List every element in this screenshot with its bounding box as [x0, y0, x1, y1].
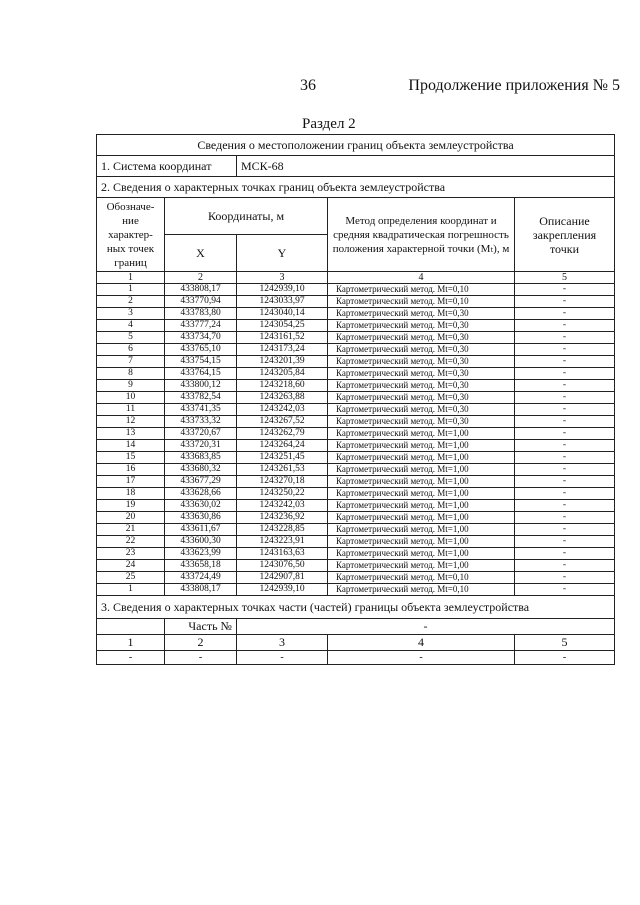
y-coordinate-cell: 1243251,45	[237, 452, 328, 464]
col-desc-header: Описание закрепления точки	[515, 198, 615, 272]
x-coordinate-cell: 433720,67	[165, 428, 237, 440]
description-cell: -	[515, 404, 615, 416]
description-cell: -	[515, 416, 615, 428]
x-coordinate-cell: 433724,49	[165, 572, 237, 584]
description-cell: -	[515, 500, 615, 512]
method-cell: Картометрический метод. Mt=1,00	[328, 548, 515, 560]
x-coordinate-cell: 433734,70	[165, 332, 237, 344]
method-cell: Картометрический метод. Mt=1,00	[328, 428, 515, 440]
part-data-cell: -	[237, 651, 328, 665]
description-cell: -	[515, 548, 615, 560]
x-coordinate-cell: 433677,29	[165, 476, 237, 488]
y-coordinate-cell: 1243228,85	[237, 524, 328, 536]
table-row	[97, 560, 615, 572]
column-number: 2	[165, 272, 237, 284]
point-cell: 1	[97, 284, 165, 296]
method-cell: Картометрический метод. Mt=1,00	[328, 476, 515, 488]
y-coordinate-cell: 1243205,84	[237, 368, 328, 380]
column-number: 4	[328, 272, 515, 284]
y-coordinate-cell: 1242907,81	[237, 572, 328, 584]
point-cell: 23	[97, 548, 165, 560]
description-cell: -	[515, 392, 615, 404]
point-cell: 16	[97, 464, 165, 476]
y-coordinate-cell: 1243236,92	[237, 512, 328, 524]
x-coordinate-cell: 433623,99	[165, 548, 237, 560]
method-cell: Картометрический метод. Mt=0,30	[328, 416, 515, 428]
point-cell: 4	[97, 320, 165, 332]
description-cell: -	[515, 368, 615, 380]
method-cell: Картометрический метод. Mt=1,00	[328, 500, 515, 512]
point-cell: 19	[97, 500, 165, 512]
part-label: Часть №	[165, 619, 237, 635]
method-cell: Картометрический метод. Mt=0,30	[328, 344, 515, 356]
table-row	[97, 332, 615, 344]
table-row	[97, 548, 615, 560]
table-row	[97, 368, 615, 380]
section3-row	[97, 596, 615, 619]
x-coordinate-cell: 433765,10	[165, 344, 237, 356]
point-cell: 7	[97, 356, 165, 368]
method-cell: Картометрический метод. Mt=0,30	[328, 308, 515, 320]
y-coordinate-cell: 1243261,53	[237, 464, 328, 476]
table-row	[97, 392, 615, 404]
method-cell: Картометрический метод. Mt=1,00	[328, 488, 515, 500]
part-number-row	[97, 619, 615, 635]
method-cell: Картометрический метод. Mt=1,00	[328, 524, 515, 536]
method-cell: Картометрический метод. Mt=1,00	[328, 452, 515, 464]
part-data-row	[97, 651, 615, 665]
point-cell: 14	[97, 440, 165, 452]
col-method-header: Метод определения координат и средняя квадратическая погрешность положения характерной точки (Mₜ), м	[328, 198, 515, 272]
y-coordinate-cell: 1243250,22	[237, 488, 328, 500]
part-column-number: 4	[328, 635, 515, 651]
coordinate-system-value: МСК-68	[237, 156, 615, 177]
point-cell: 24	[97, 560, 165, 572]
method-cell: Картометрический метод. Mt=0,30	[328, 332, 515, 344]
table-row	[97, 500, 615, 512]
description-cell: -	[515, 476, 615, 488]
table-row	[97, 440, 615, 452]
col-point-header: Обозначе-ние характер-ных точек границ	[97, 198, 165, 272]
part-empty-cell	[97, 619, 165, 635]
method-cell: Картометрический метод. Mt=0,30	[328, 368, 515, 380]
col-x-header: X	[165, 235, 237, 272]
x-coordinate-cell: 433782,54	[165, 392, 237, 404]
part-data-cell: -	[97, 651, 165, 665]
y-coordinate-cell: 1243040,14	[237, 308, 328, 320]
x-coordinate-cell: 433720,31	[165, 440, 237, 452]
table-row	[97, 488, 615, 500]
table-row	[97, 524, 615, 536]
col-coords-header: Координаты, м	[165, 198, 328, 235]
y-coordinate-cell: 1243270,18	[237, 476, 328, 488]
table-row	[97, 572, 615, 584]
part-value: -	[237, 619, 615, 635]
description-cell: -	[515, 536, 615, 548]
table-row	[97, 536, 615, 548]
method-cell: Картометрический метод. Mt=0,10	[328, 296, 515, 308]
part-data-cell: -	[515, 651, 615, 665]
table-row	[97, 296, 615, 308]
table-row	[97, 476, 615, 488]
table-row	[97, 380, 615, 392]
point-cell: 15	[97, 452, 165, 464]
x-coordinate-cell: 433770,94	[165, 296, 237, 308]
method-cell: Картометрический метод. Mt=1,00	[328, 512, 515, 524]
x-coordinate-cell: 433628,66	[165, 488, 237, 500]
description-cell: -	[515, 380, 615, 392]
method-cell: Картометрический метод. Mt=0,30	[328, 380, 515, 392]
part-column-number: 1	[97, 635, 165, 651]
column-numbers-row	[97, 272, 615, 284]
x-coordinate-cell: 433630,86	[165, 512, 237, 524]
section-title: Раздел 2	[302, 116, 356, 132]
method-cell: Картометрический метод. Mt=1,00	[328, 536, 515, 548]
table-row	[97, 584, 615, 596]
y-coordinate-cell: 1243161,52	[237, 332, 328, 344]
point-cell: 13	[97, 428, 165, 440]
y-coordinate-cell: 1243263,88	[237, 392, 328, 404]
y-coordinate-cell: 1243218,60	[237, 380, 328, 392]
point-cell: 6	[97, 344, 165, 356]
x-coordinate-cell: 433630,02	[165, 500, 237, 512]
column-number: 3	[237, 272, 328, 284]
y-coordinate-cell: 1243223,91	[237, 536, 328, 548]
coordinate-system-label: 1. Система координат	[97, 156, 237, 177]
point-cell: 22	[97, 536, 165, 548]
x-coordinate-cell: 433754,15	[165, 356, 237, 368]
table-row	[97, 320, 615, 332]
coordinate-system-row	[97, 156, 615, 177]
x-coordinate-cell: 433800,12	[165, 380, 237, 392]
x-coordinate-cell: 433683,85	[165, 452, 237, 464]
page-number: 36	[300, 77, 316, 94]
boundary-table	[96, 134, 615, 665]
method-cell: Картометрический метод. Mt=0,10	[328, 284, 515, 296]
column-header-row	[97, 198, 615, 235]
description-cell: -	[515, 584, 615, 596]
description-cell: -	[515, 440, 615, 452]
description-cell: -	[515, 572, 615, 584]
section3-title: 3. Сведения о характерных точках части (частей) границы объекта землеустройства	[97, 596, 615, 619]
x-coordinate-cell: 433600,30	[165, 536, 237, 548]
x-coordinate-cell: 433611,67	[165, 524, 237, 536]
x-coordinate-cell: 433741,35	[165, 404, 237, 416]
point-cell: 2	[97, 296, 165, 308]
y-coordinate-cell: 1242939,10	[237, 584, 328, 596]
point-cell: 18	[97, 488, 165, 500]
method-cell: Картометрический метод. Mt=1,00	[328, 464, 515, 476]
x-coordinate-cell: 433783,80	[165, 308, 237, 320]
part-column-numbers-row	[97, 635, 615, 651]
table-row	[97, 284, 615, 296]
col-y-header: Y	[237, 235, 328, 272]
description-cell: -	[515, 452, 615, 464]
table-row	[97, 404, 615, 416]
point-cell: 20	[97, 512, 165, 524]
description-cell: -	[515, 308, 615, 320]
y-coordinate-cell: 1243173,24	[237, 344, 328, 356]
table-title: Сведения о местоположении границ объекта землеустройства	[97, 135, 615, 156]
y-coordinate-cell: 1243201,39	[237, 356, 328, 368]
table-row	[97, 512, 615, 524]
description-cell: -	[515, 512, 615, 524]
y-coordinate-cell: 1243264,24	[237, 440, 328, 452]
description-cell: -	[515, 284, 615, 296]
section2-title: 2. Сведения о характерных точках границ объекта землеустройства	[97, 177, 615, 198]
point-cell: 25	[97, 572, 165, 584]
table-row	[97, 416, 615, 428]
description-cell: -	[515, 428, 615, 440]
table-row	[97, 452, 615, 464]
x-coordinate-cell: 433808,17	[165, 284, 237, 296]
part-data-cell: -	[328, 651, 515, 665]
method-cell: Картометрический метод. Mt=1,00	[328, 440, 515, 452]
y-coordinate-cell: 1243076,50	[237, 560, 328, 572]
method-cell: Картометрический метод. Mt=0,10	[328, 584, 515, 596]
point-cell: 3	[97, 308, 165, 320]
y-coordinate-cell: 1243054,25	[237, 320, 328, 332]
description-cell: -	[515, 320, 615, 332]
point-cell: 5	[97, 332, 165, 344]
method-cell: Картометрический метод. Mt=0,30	[328, 356, 515, 368]
column-number: 5	[515, 272, 615, 284]
description-cell: -	[515, 464, 615, 476]
y-coordinate-cell: 1243242,03	[237, 404, 328, 416]
x-coordinate-cell: 433733,32	[165, 416, 237, 428]
y-coordinate-cell: 1243163,63	[237, 548, 328, 560]
point-cell: 10	[97, 392, 165, 404]
column-number: 1	[97, 272, 165, 284]
method-cell: Картометрический метод. Mt=0,30	[328, 392, 515, 404]
method-cell: Картометрический метод. Mt=1,00	[328, 560, 515, 572]
x-coordinate-cell: 433764,15	[165, 368, 237, 380]
description-cell: -	[515, 356, 615, 368]
x-coordinate-cell: 433808,17	[165, 584, 237, 596]
section2-row	[97, 177, 615, 198]
x-coordinate-cell: 433680,32	[165, 464, 237, 476]
y-coordinate-cell: 1243033,97	[237, 296, 328, 308]
y-coordinate-cell: 1243262,79	[237, 428, 328, 440]
point-cell: 1	[97, 584, 165, 596]
description-cell: -	[515, 524, 615, 536]
point-cell: 11	[97, 404, 165, 416]
table-row	[97, 308, 615, 320]
part-column-number: 2	[165, 635, 237, 651]
description-cell: -	[515, 560, 615, 572]
description-cell: -	[515, 344, 615, 356]
x-coordinate-cell: 433658,18	[165, 560, 237, 572]
x-coordinate-cell: 433777,24	[165, 320, 237, 332]
table-title-row	[97, 135, 615, 156]
table-row	[97, 344, 615, 356]
appendix-continuation-title: Продолжение приложения № 5	[408, 77, 620, 94]
description-cell: -	[515, 488, 615, 500]
point-cell: 12	[97, 416, 165, 428]
part-data-cell: -	[165, 651, 237, 665]
table-row	[97, 428, 615, 440]
description-cell: -	[515, 332, 615, 344]
method-cell: Картометрический метод. Mt=0,30	[328, 404, 515, 416]
table-row	[97, 356, 615, 368]
y-coordinate-cell: 1243267,52	[237, 416, 328, 428]
point-cell: 21	[97, 524, 165, 536]
point-cell: 9	[97, 380, 165, 392]
table-row	[97, 464, 615, 476]
point-cell: 17	[97, 476, 165, 488]
y-coordinate-cell: 1242939,10	[237, 284, 328, 296]
description-cell: -	[515, 296, 615, 308]
point-cell: 8	[97, 368, 165, 380]
method-cell: Картометрический метод. Mt=0,10	[328, 572, 515, 584]
part-column-number: 5	[515, 635, 615, 651]
method-cell: Картометрический метод. Mt=0,30	[328, 320, 515, 332]
part-column-number: 3	[237, 635, 328, 651]
y-coordinate-cell: 1243242,03	[237, 500, 328, 512]
